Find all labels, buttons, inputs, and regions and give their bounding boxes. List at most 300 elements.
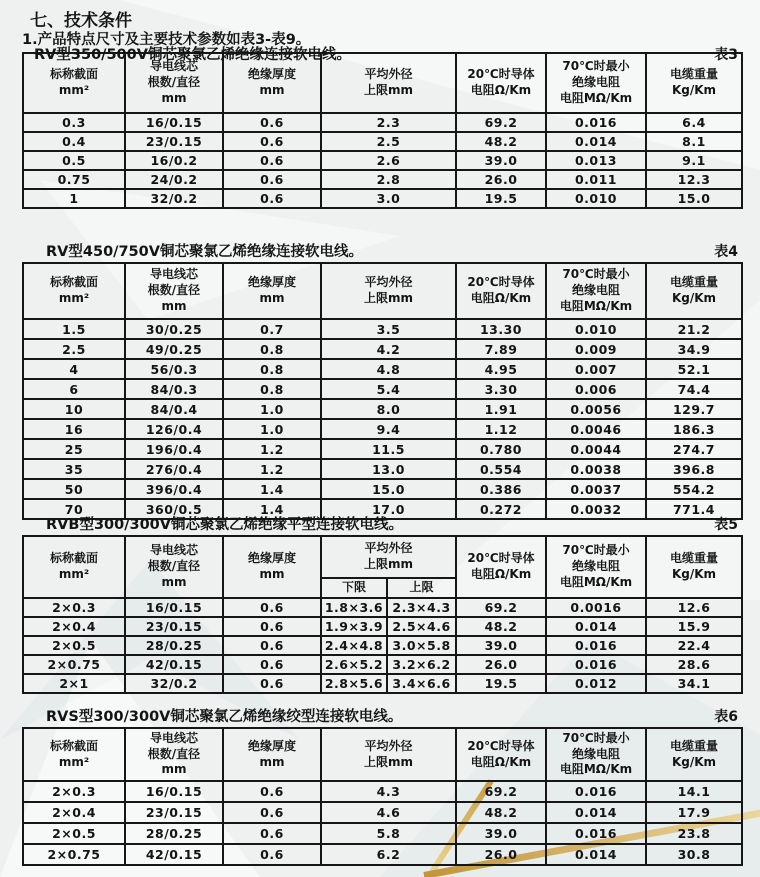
data-cell: 274.7 <box>646 439 742 459</box>
data-cell: 42/0.15 <box>125 844 223 865</box>
header-cell <box>23 263 125 319</box>
data-cell: 0.011 <box>546 170 646 189</box>
header-line: Kg/Km <box>671 567 717 581</box>
data-cell: 15.0 <box>646 189 742 208</box>
header-line: mm <box>161 298 187 313</box>
wire-spec-table-host <box>22 262 741 520</box>
data-cell: 4.3 <box>321 781 456 802</box>
header-line: 标称截面 <box>49 67 98 82</box>
header-line: 导电线芯 <box>149 59 198 74</box>
data-cell: 25 <box>23 439 125 459</box>
data-cell: 2.3×4.3 <box>387 598 456 617</box>
header-line: 平均外径 <box>364 67 413 82</box>
data-cell: 48.2 <box>456 802 546 823</box>
data-cell: 28.6 <box>646 655 742 674</box>
header-cell <box>321 263 456 319</box>
header-cell <box>646 53 742 113</box>
header-line: 20℃时导体 <box>467 275 535 290</box>
table-number-label: 表5 <box>714 517 738 533</box>
data-cell: 0.0016 <box>546 598 646 617</box>
data-cell: 1.0 <box>223 399 321 419</box>
spec-table <box>22 535 743 694</box>
header-line: 标称截面 <box>49 275 98 290</box>
data-cell: 10 <box>23 399 125 419</box>
header-line: 平均外径 <box>364 738 413 753</box>
data-cell: 2.5×4.6 <box>387 617 456 636</box>
data-cell: 0.0044 <box>546 439 646 459</box>
data-cell: 0.014 <box>546 132 646 151</box>
header-line: Kg/Km <box>671 754 717 769</box>
table-row <box>23 379 742 399</box>
table-row <box>23 479 742 499</box>
data-cell: 0.016 <box>546 781 646 802</box>
data-cell: 1.5 <box>23 319 125 339</box>
data-cell: 0.75 <box>23 170 125 189</box>
table-row <box>23 359 742 379</box>
header-cell <box>646 728 742 781</box>
header-line: 导电线芯 <box>149 730 198 745</box>
table-row <box>23 319 742 339</box>
header-cell <box>223 536 321 598</box>
table-row <box>23 598 742 617</box>
data-cell: 4.6 <box>321 802 456 823</box>
data-cell: 4.95 <box>456 359 546 379</box>
data-cell: 396.8 <box>646 459 742 479</box>
data-cell: 69.2 <box>456 598 546 617</box>
data-cell: 0.6 <box>223 113 321 132</box>
data-cell: 84/0.4 <box>125 399 223 419</box>
header-line: 电阻MΩ/Km <box>559 90 633 105</box>
data-cell: 8.1 <box>646 132 742 151</box>
data-cell: 0.6 <box>223 844 321 865</box>
data-cell: 2.4×4.8 <box>321 636 387 655</box>
table-row <box>23 636 742 655</box>
table-row <box>23 339 742 359</box>
header-row <box>23 728 742 781</box>
data-cell: 1.0 <box>223 419 321 439</box>
header-cell <box>23 536 125 598</box>
header-line: mm <box>259 291 285 305</box>
data-cell: 3.5 <box>321 319 456 339</box>
data-cell: 1.4 <box>223 499 321 519</box>
header-line: 70℃时最小 <box>562 267 630 282</box>
table-title: RV型450/750V铜芯聚氯乙烯绝缘连接软电线。 <box>46 244 363 260</box>
data-cell: 196/0.4 <box>125 439 223 459</box>
header-line: 绝缘电阻 <box>571 283 620 298</box>
spec-table <box>22 727 743 866</box>
data-cell: 39.0 <box>456 636 546 655</box>
header-line: 绝缘厚度 <box>247 551 296 566</box>
data-cell: 6.4 <box>646 113 742 132</box>
table-title: RV型350/500V铜芯聚氯乙烯绝缘连接软电线。 <box>34 47 351 63</box>
data-cell: 2×0.75 <box>23 655 125 674</box>
table-number-label: 表4 <box>714 244 738 260</box>
data-cell: 42/0.15 <box>125 655 223 674</box>
header-cell <box>546 263 646 319</box>
table5-section <box>22 518 741 694</box>
header-line: mm <box>259 567 285 581</box>
section-heading: 七、技术条件 <box>30 11 132 31</box>
data-cell: 3.0 <box>321 189 456 208</box>
header-line: mm <box>259 83 285 97</box>
data-cell: 4 <box>23 359 125 379</box>
data-cell: 2.6×5.2 <box>321 655 387 674</box>
data-cell: 2×0.75 <box>23 844 125 865</box>
data-cell: 3.2×6.2 <box>387 655 456 674</box>
data-cell: 0.8 <box>223 379 321 399</box>
header-line: 标称截面 <box>49 551 98 566</box>
header-line: mm <box>161 574 187 589</box>
data-cell: 24/0.2 <box>125 170 223 189</box>
table-row <box>23 844 742 865</box>
header-line: 电缆重量 <box>670 551 719 566</box>
data-cell: 0.780 <box>456 439 546 459</box>
data-cell: 49/0.25 <box>125 339 223 359</box>
data-cell: 0.6 <box>223 189 321 208</box>
header-line: 标称截面 <box>49 738 98 753</box>
table-number-label: 表6 <box>714 709 738 725</box>
header-line: 绝缘厚度 <box>247 275 296 290</box>
header-line: 绝缘电阻 <box>572 559 621 574</box>
data-cell: 16 <box>23 419 125 439</box>
data-cell: 0.6 <box>223 151 321 170</box>
data-cell: 0.6 <box>223 598 321 617</box>
header-cell <box>125 263 223 319</box>
header-line: 导电线芯 <box>149 543 198 558</box>
data-cell: 2.5 <box>23 339 125 359</box>
header-line: mm² <box>58 754 90 769</box>
data-cell: 3.30 <box>456 379 546 399</box>
header-line: 电缆重量 <box>669 738 718 753</box>
data-cell: 9.4 <box>321 419 456 439</box>
data-cell: 396/0.4 <box>125 479 223 499</box>
data-cell: 276/0.4 <box>125 459 223 479</box>
header-line: 70℃时最小 <box>562 730 630 745</box>
header-cell <box>456 536 546 598</box>
data-cell: 5.4 <box>321 379 456 399</box>
data-cell: 15.0 <box>321 479 456 499</box>
data-cell: 84/0.3 <box>125 379 223 399</box>
data-cell: 11.5 <box>321 439 456 459</box>
data-cell: 0.6 <box>223 823 321 844</box>
data-cell: 34.9 <box>646 339 742 359</box>
data-cell: 0.016 <box>546 113 646 132</box>
data-cell: 0.0037 <box>546 479 646 499</box>
data-cell: 28/0.25 <box>125 636 223 655</box>
data-cell: 12.6 <box>646 598 742 617</box>
spec-table <box>22 52 743 209</box>
data-cell: 23.8 <box>646 823 742 844</box>
data-cell: 1 <box>23 189 125 208</box>
table-row <box>23 399 742 419</box>
data-cell: 2×0.5 <box>23 636 125 655</box>
data-cell: 129.7 <box>646 399 742 419</box>
header-line: 根数/直径 <box>147 75 201 90</box>
table-title-row <box>22 518 741 534</box>
header-line: mm <box>161 762 187 777</box>
table-title: RVB型300/300V铜芯聚氯乙烯绝缘平型连接软电线。 <box>46 517 403 533</box>
data-cell: 39.0 <box>456 823 546 844</box>
data-cell: 2×0.4 <box>23 802 125 823</box>
header-line: 平均外径 <box>364 275 413 290</box>
header-cell <box>456 263 546 319</box>
header-line: 70℃时最小 <box>562 543 630 558</box>
table-row <box>23 674 742 693</box>
data-cell: 1.4 <box>223 479 321 499</box>
header-line: mm² <box>58 567 90 581</box>
table-row <box>23 439 742 459</box>
header-line: 20℃时导体 <box>467 738 535 753</box>
table-row <box>23 823 742 844</box>
header-row <box>23 263 742 319</box>
data-cell: 50 <box>23 479 125 499</box>
data-cell: 34.1 <box>646 674 742 693</box>
data-cell: 0.0056 <box>546 399 646 419</box>
header-cell <box>321 728 456 781</box>
data-cell: 0.6 <box>223 132 321 151</box>
data-cell: 8.0 <box>321 399 456 419</box>
data-cell: 0.007 <box>546 359 646 379</box>
data-cell: 17.9 <box>646 802 742 823</box>
header-line: 电阻MΩ/Km <box>559 762 633 777</box>
header-line: 20℃时导体 <box>467 551 535 566</box>
data-cell: 0.010 <box>546 319 646 339</box>
data-cell: 48.2 <box>456 132 546 151</box>
header-cell <box>321 536 456 578</box>
data-cell: 0.006 <box>546 379 646 399</box>
header-line: 电缆重量 <box>669 275 718 290</box>
data-cell: 26.0 <box>456 170 546 189</box>
data-cell: 39.0 <box>456 151 546 170</box>
header-line: 上限mm <box>363 754 413 769</box>
table-row <box>23 151 742 170</box>
data-cell: 4.2 <box>321 339 456 359</box>
header-cell <box>646 536 742 598</box>
data-cell: 0.012 <box>546 674 646 693</box>
data-cell: 13.0 <box>321 459 456 479</box>
data-cell: 1.91 <box>456 399 546 419</box>
header-line: 电缆重量 <box>669 67 718 82</box>
data-cell: 6.2 <box>321 844 456 865</box>
data-cell: 1.12 <box>456 419 546 439</box>
data-cell: 126/0.4 <box>125 419 223 439</box>
data-cell: 0.6 <box>223 636 321 655</box>
data-cell: 16/0.15 <box>125 781 223 802</box>
data-cell: 0.016 <box>546 655 646 674</box>
data-cell: 2×0.5 <box>23 823 125 844</box>
table-row <box>23 781 742 802</box>
data-cell: 0.6 <box>223 170 321 189</box>
data-cell: 15.9 <box>646 617 742 636</box>
data-cell: 70 <box>23 499 125 519</box>
table-title-row <box>22 245 741 261</box>
header-cell <box>125 536 223 598</box>
spec-table <box>22 262 743 520</box>
wire-spec-table-host <box>22 535 741 694</box>
table3-section <box>22 47 741 209</box>
data-cell: 69.2 <box>456 781 546 802</box>
table-row <box>23 113 742 132</box>
data-cell: 0.013 <box>546 151 646 170</box>
header-line: 上限mm <box>363 83 413 97</box>
data-cell: 0.6 <box>223 674 321 693</box>
data-cell: 2.5 <box>321 132 456 151</box>
data-cell: 9.1 <box>646 151 742 170</box>
table-title: RVS型300/300V铜芯聚氯乙烯绝缘绞型连接软电线。 <box>46 709 403 725</box>
data-cell: 360/0.5 <box>125 499 223 519</box>
header-line: 根数/直径 <box>147 559 201 574</box>
data-cell: 0.8 <box>223 359 321 379</box>
header-line: 根数/直径 <box>147 746 201 761</box>
header-line: 绝缘电阻 <box>571 746 620 761</box>
header-line: Kg/Km <box>671 83 717 97</box>
data-cell: 554.2 <box>646 479 742 499</box>
data-cell: 0.6 <box>223 655 321 674</box>
data-cell: 26.0 <box>456 655 546 674</box>
header-cell <box>223 53 321 113</box>
table6-section <box>22 710 741 866</box>
data-cell: 0.016 <box>546 823 646 844</box>
header-line: 电阻Ω/Km <box>470 567 532 581</box>
data-cell: 4.8 <box>321 359 456 379</box>
data-cell: 56/0.3 <box>125 359 223 379</box>
header-line: mm <box>259 754 285 769</box>
data-cell: 14.1 <box>646 781 742 802</box>
table4-section <box>22 245 741 520</box>
wire-spec-table-host <box>22 727 741 866</box>
header-cell <box>223 728 321 781</box>
data-cell: 1.2 <box>223 439 321 459</box>
header-line: 70℃时最小 <box>562 59 630 74</box>
data-cell: 23/0.15 <box>125 617 223 636</box>
data-cell: 35 <box>23 459 125 479</box>
data-cell: 0.0046 <box>546 419 646 439</box>
data-cell: 0.386 <box>456 479 546 499</box>
data-cell: 48.2 <box>456 617 546 636</box>
data-cell: 32/0.2 <box>125 674 223 693</box>
data-cell: 2×0.4 <box>23 617 125 636</box>
data-cell: 0.5 <box>23 151 125 170</box>
data-cell: 19.5 <box>456 674 546 693</box>
header-line: 绝缘电阻 <box>571 75 620 90</box>
data-cell: 0.010 <box>546 189 646 208</box>
header-line: 电阻MΩ/Km <box>559 298 633 313</box>
wire-spec-table-host <box>22 52 741 209</box>
header-line: 导电线芯 <box>149 267 198 282</box>
data-cell: 30.8 <box>646 844 742 865</box>
header-line: 平均外径 <box>364 541 413 556</box>
data-cell: 0.6 <box>223 617 321 636</box>
data-cell: 186.3 <box>646 419 742 439</box>
data-cell: 0.4 <box>23 132 125 151</box>
header-line: mm² <box>58 291 90 305</box>
data-cell: 0.014 <box>546 617 646 636</box>
header-line: mm² <box>58 83 90 97</box>
header-line: 上限mm <box>363 291 413 305</box>
data-cell: 2.8×5.6 <box>321 674 387 693</box>
data-cell: 2×1 <box>23 674 125 693</box>
header-cell <box>23 53 125 113</box>
data-cell: 26.0 <box>456 844 546 865</box>
table-row <box>23 802 742 823</box>
data-cell: 1.9×3.9 <box>321 617 387 636</box>
data-cell: 22.4 <box>646 636 742 655</box>
table-row <box>23 655 742 674</box>
header-cell <box>456 728 546 781</box>
section-subheading: 1.产品特点尺寸及主要技术参数如表3-表9。 <box>22 32 311 48</box>
header-cell <box>546 728 646 781</box>
header-row <box>23 536 742 578</box>
table-row <box>23 419 742 439</box>
data-cell: 0.0032 <box>546 499 646 519</box>
data-cell: 32/0.2 <box>125 189 223 208</box>
header-line: 绝缘厚度 <box>247 738 296 753</box>
header-line: mm <box>161 90 187 105</box>
data-cell: 0.016 <box>546 636 646 655</box>
data-cell: 0.554 <box>456 459 546 479</box>
data-cell: 771.4 <box>646 499 742 519</box>
data-cell: 1.8×3.6 <box>321 598 387 617</box>
data-cell: 23/0.15 <box>125 132 223 151</box>
data-cell: 0.8 <box>223 339 321 359</box>
data-cell: 2.8 <box>321 170 456 189</box>
table-row <box>23 617 742 636</box>
data-cell: 16/0.2 <box>125 151 223 170</box>
data-cell: 0.0038 <box>546 459 646 479</box>
data-cell: 12.3 <box>646 170 742 189</box>
header-cell <box>546 53 646 113</box>
data-cell: 0.6 <box>223 802 321 823</box>
data-cell: 0.7 <box>223 319 321 339</box>
data-cell: 1.2 <box>223 459 321 479</box>
sub-header-cell: 下限 <box>321 578 387 598</box>
data-cell: 19.5 <box>456 189 546 208</box>
header-cell <box>125 53 223 113</box>
header-cell <box>223 263 321 319</box>
header-line: 电阻Ω/Km <box>470 291 532 305</box>
table-title-row <box>22 710 741 726</box>
data-cell: 2×0.3 <box>23 781 125 802</box>
header-line: 根数/直径 <box>147 283 201 298</box>
data-cell: 0.272 <box>456 499 546 519</box>
header-line: 绝缘厚度 <box>247 67 296 82</box>
header-cell <box>646 263 742 319</box>
data-cell: 0.009 <box>546 339 646 359</box>
sub-header-cell: 上限 <box>387 578 456 598</box>
data-cell: 69.2 <box>456 113 546 132</box>
data-cell: 52.1 <box>646 359 742 379</box>
data-cell: 2.3 <box>321 113 456 132</box>
header-cell <box>546 536 646 598</box>
header-line: 电阻Ω/Km <box>470 754 532 769</box>
table-number-label: 表3 <box>714 47 738 63</box>
data-cell: 30/0.25 <box>125 319 223 339</box>
table-row <box>23 189 742 208</box>
data-cell: 16/0.15 <box>125 598 223 617</box>
header-cell <box>23 728 125 781</box>
data-cell: 2.6 <box>321 151 456 170</box>
data-cell: 23/0.15 <box>125 802 223 823</box>
data-cell: 17.0 <box>321 499 456 519</box>
data-cell: 0.6 <box>223 781 321 802</box>
header-line: 上限mm <box>364 557 414 571</box>
data-cell: 74.4 <box>646 379 742 399</box>
table-row <box>23 459 742 479</box>
data-cell: 7.89 <box>456 339 546 359</box>
data-cell: 13.30 <box>456 319 546 339</box>
header-line: 电阻MΩ/Km <box>559 574 633 589</box>
header-cell <box>321 53 456 113</box>
